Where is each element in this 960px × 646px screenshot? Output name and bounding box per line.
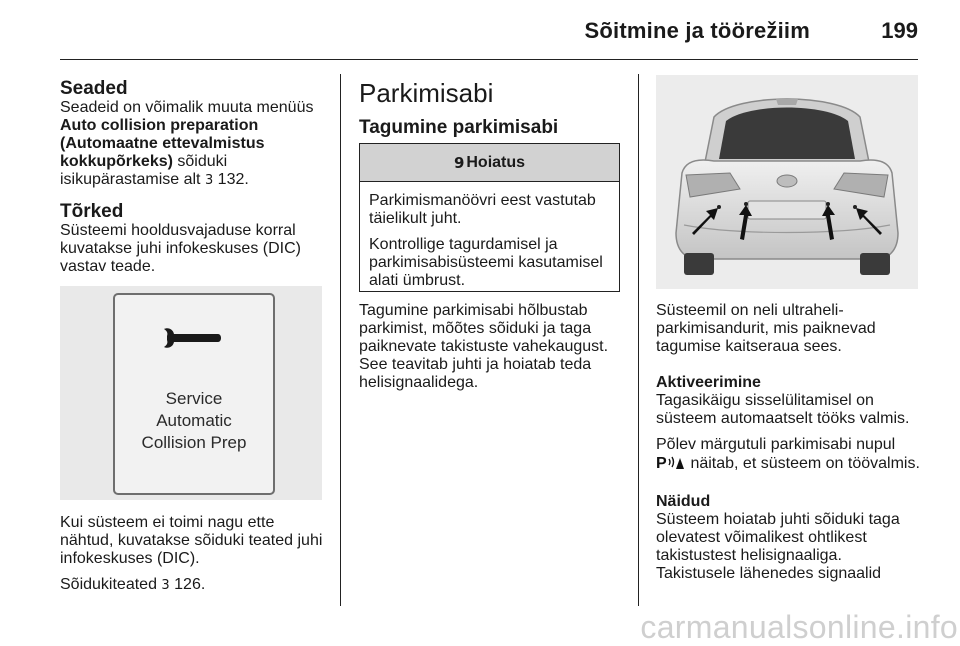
watermark: carmanualsonline.info <box>640 609 958 645</box>
warning-header <box>360 144 619 182</box>
warning-line: alati ümbrust. <box>369 272 466 289</box>
setting-name-rest: sõiduki <box>172 153 228 170</box>
setting-name-line3 <box>60 153 335 171</box>
section-title-parkimisabi: Parkimisabi <box>359 78 494 108</box>
column-3-text <box>656 302 956 583</box>
after-image-line: nähtud, kuvatakse sõiduki teated juhi <box>60 532 323 549</box>
warning-label: Hoiatus <box>466 153 526 171</box>
warning-body <box>360 182 619 290</box>
after-image-line: Kui süsteem ei toimi nagu ette <box>60 514 275 531</box>
naidud-line: takistustest helisignaaliga. <box>656 547 842 564</box>
intro-line: Süsteemil on neli ultraheli- <box>656 302 844 319</box>
body-line: helisignaalidega. <box>359 374 479 391</box>
body-line: Tagumine parkimisabi hõlbustab <box>359 302 588 319</box>
column-2-top <box>359 79 634 139</box>
column-divider-right <box>638 74 639 606</box>
warning-line: Parkimismanöövri eest vastutab <box>369 192 596 209</box>
setting-name-bold: kokkupõrkeks) <box>60 153 173 170</box>
parking-assist-icon <box>656 454 686 475</box>
aktiveerimine-line: Põlev märgutuli parkimisabi nupul <box>656 436 896 453</box>
intro-line: tagumise kaitseraua sees. <box>656 338 842 355</box>
column-2-body <box>359 302 634 392</box>
warning-line: Kontrollige tagurdamisel ja <box>369 236 558 253</box>
page-ref-icon: 3 <box>204 173 214 188</box>
aktiveerimine-line: süsteem automaatselt tööks valmis. <box>656 410 910 427</box>
torked-line: Süsteemi hooldusvajaduse korral <box>60 222 296 239</box>
warning-box <box>359 143 620 292</box>
page-number: 199 <box>881 18 918 43</box>
column-1-top <box>60 79 335 276</box>
heading-torked: Tõrked <box>60 201 124 222</box>
after-image-line: infokeskuses (DIC). <box>60 550 200 567</box>
heading-aktiveerimine: Aktiveerimine <box>656 374 761 391</box>
warning-paragraph-2 <box>369 236 610 290</box>
subsection-title: Tagumine parkimisabi <box>359 117 559 138</box>
parking-button-text: näitab, et süsteem on töövalmis. <box>686 455 920 472</box>
warning-line: parkimisabisüsteemi kasutamisel <box>369 254 603 271</box>
header-rule <box>60 59 918 60</box>
heading-naidud: Näidud <box>656 493 711 510</box>
vehicle-messages-reference <box>60 576 335 595</box>
intro-line: parkimisandurit, mis paiknevad <box>656 320 876 337</box>
naidud-line: Süsteem hoiatab juhti sõiduki taga <box>656 511 900 528</box>
ref-text: Sõidukiteated <box>60 576 157 593</box>
aktiveerimine-line: Tagasikäigu sisselülitamisel on <box>656 392 874 409</box>
seaded-intro: Seadeid on võimalik muuta menüüs <box>60 99 314 116</box>
wrench-icon <box>162 325 222 351</box>
seaded-reference <box>60 171 335 190</box>
body-line: See teavitab juhti ja hoiatab teda <box>359 356 592 373</box>
dic-message <box>113 388 275 454</box>
car-rear-parking-sensors-icon <box>656 75 918 289</box>
body-line: paiknevate takistuste vahekaugust. <box>359 338 609 355</box>
setting-name-line1: Auto collision preparation <box>60 117 259 134</box>
naidud-line: Takistusele lähenedes signaalid <box>656 565 882 582</box>
warning-paragraph-1 <box>369 192 610 228</box>
running-header-title: Sõitmine ja töörežiim <box>584 18 810 43</box>
page-ref-icon: 3 <box>161 578 170 593</box>
dic-message-line3: Collision Prep <box>141 433 247 452</box>
svg-text:P: P <box>656 455 667 470</box>
heading-seaded: Seaded <box>60 78 128 99</box>
body-line: parkimist, mõõtes sõiduki ja taga <box>359 320 592 337</box>
torked-line: vastav teade. <box>60 258 156 275</box>
ref-page[interactable]: 126. <box>169 576 206 593</box>
torked-line: kuvatakse juhi infokeskuses (DIC) <box>60 240 301 257</box>
warning-line: täielikult juht. <box>369 210 462 227</box>
setting-name-line2: (Automaatne ettevalmistus <box>60 135 265 152</box>
seaded-ref-text: isikupärastamise alt <box>60 171 201 188</box>
column-divider-left <box>340 74 341 606</box>
naidud-line: olevatest võimalikest ohtlikest <box>656 529 867 546</box>
warning-icon: 9 <box>453 153 465 172</box>
dic-message-line1: Service <box>165 389 223 408</box>
column-1-bottom <box>60 514 335 595</box>
dic-message-line2: Automatic <box>156 411 232 430</box>
seaded-ref-page[interactable]: 132. <box>213 171 249 188</box>
parking-button-line <box>656 454 956 475</box>
